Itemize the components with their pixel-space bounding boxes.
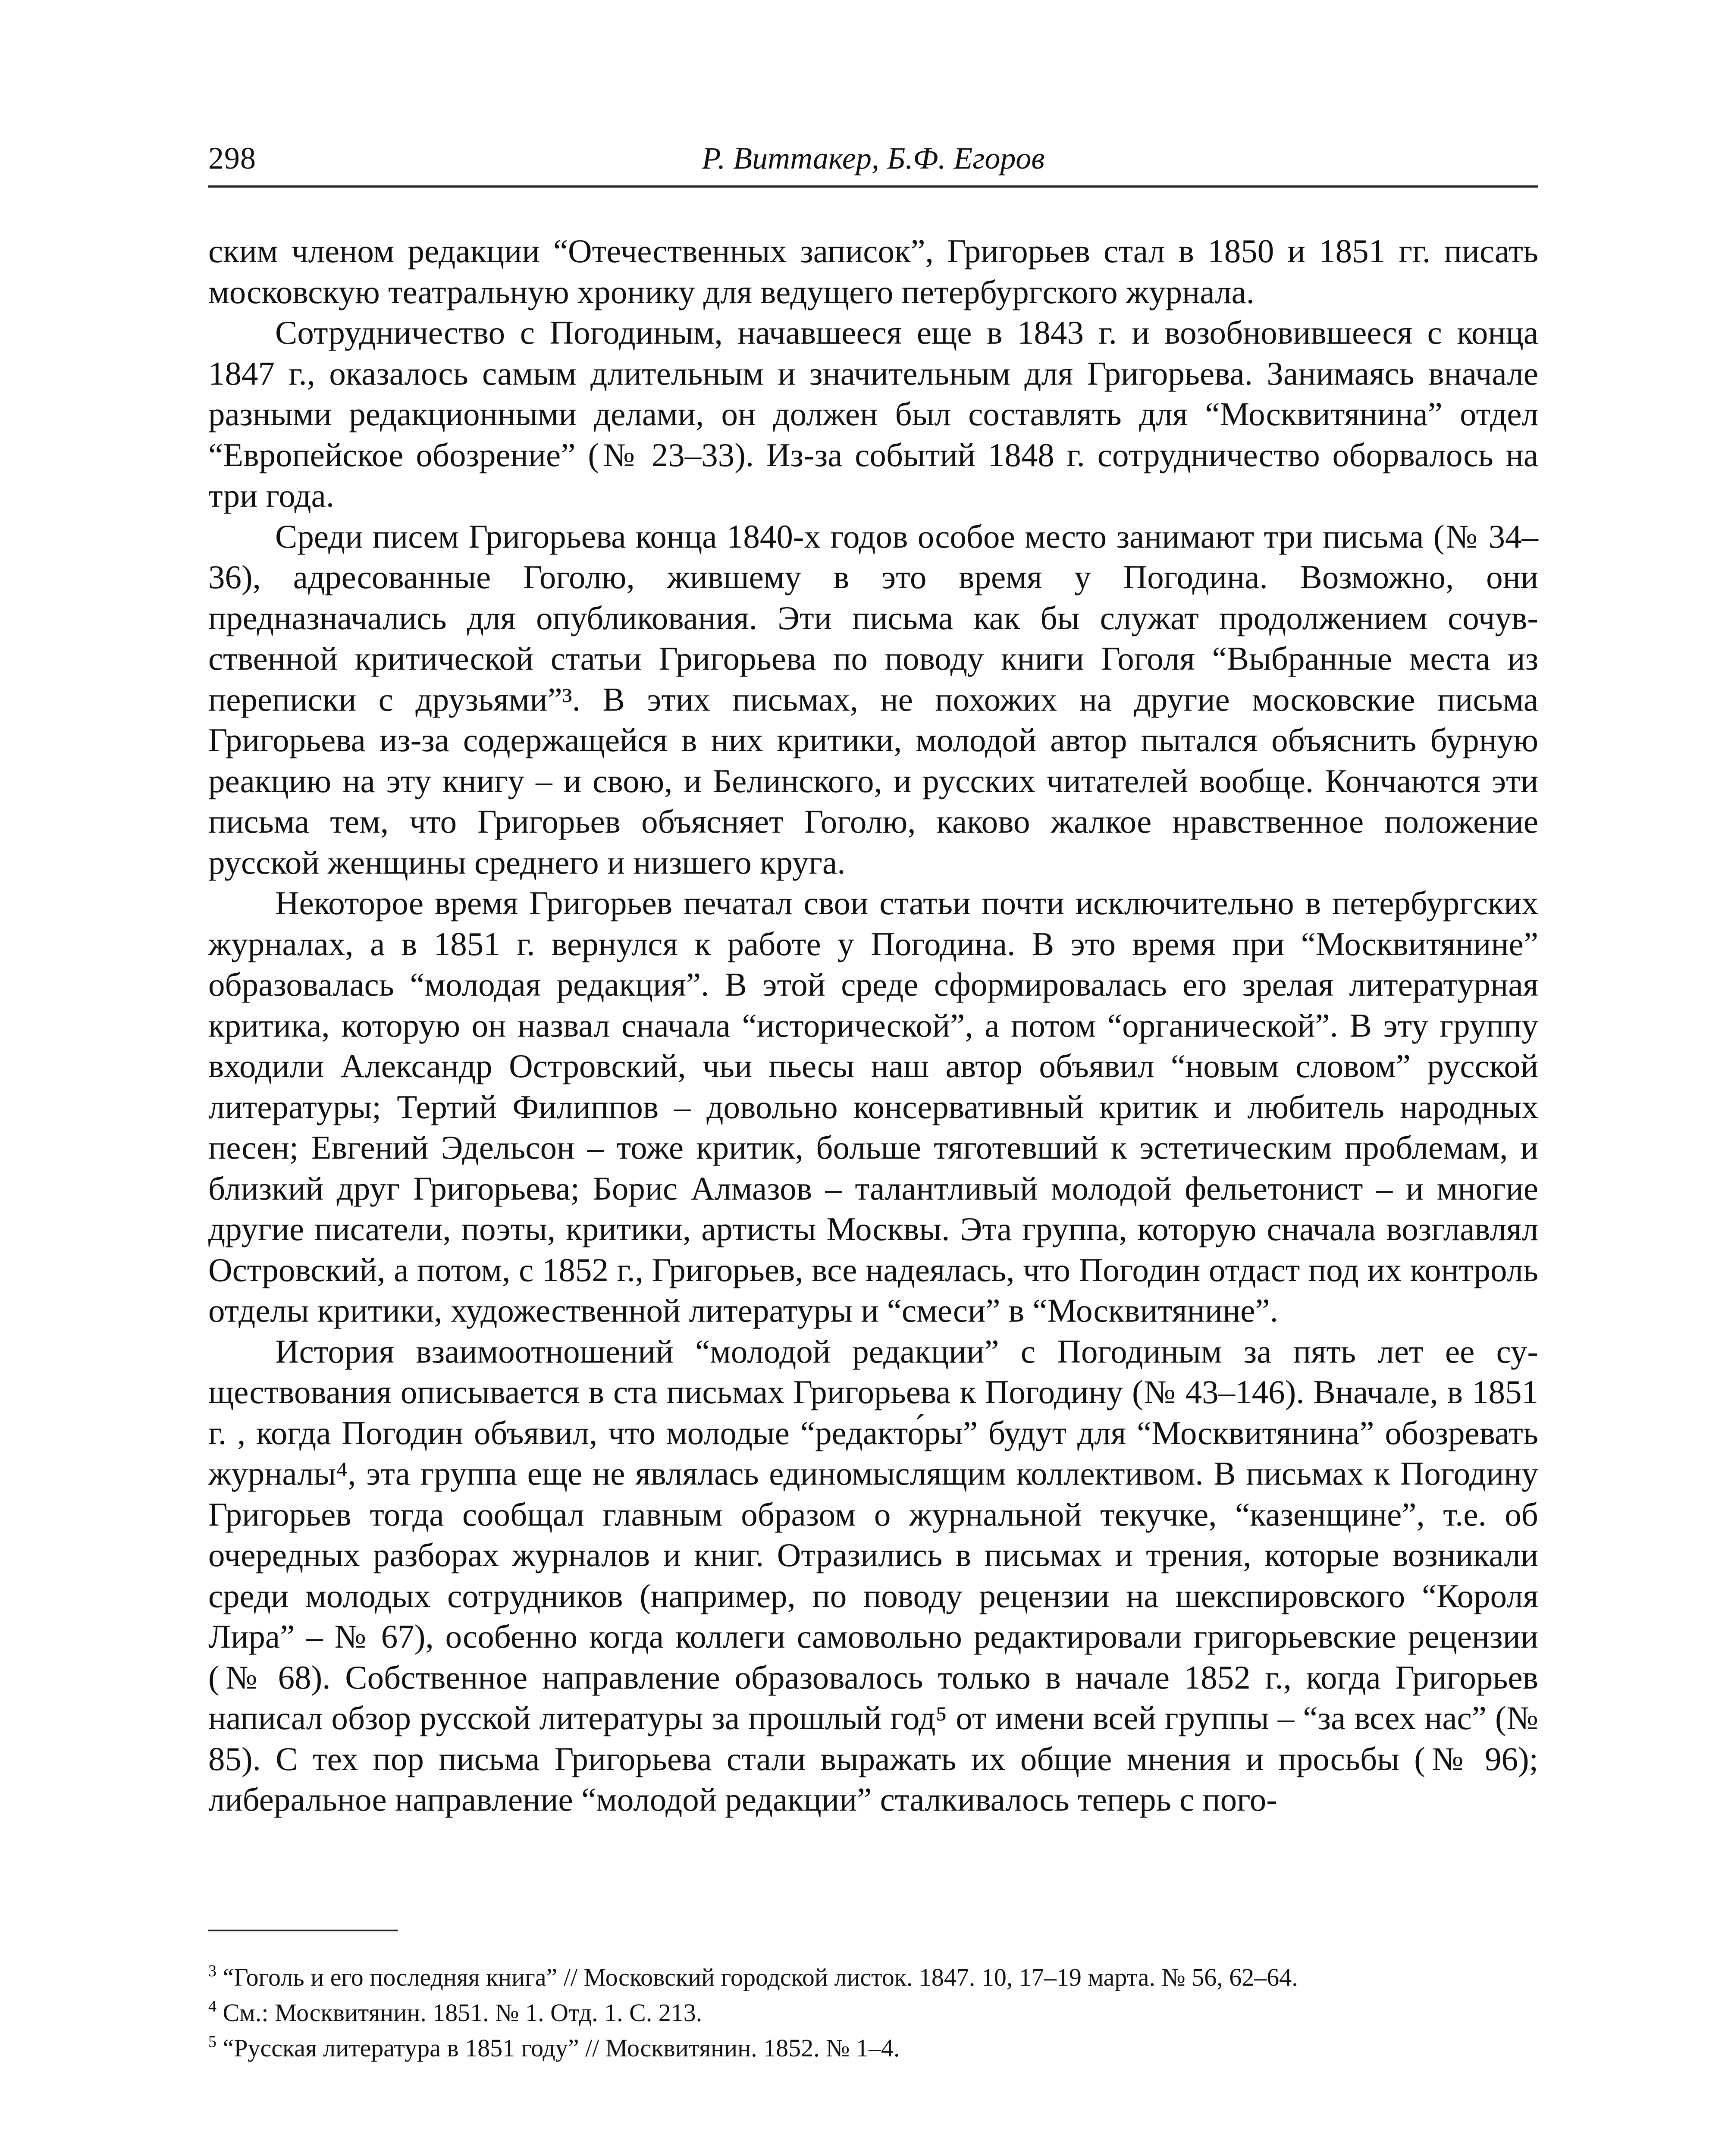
paragraph-letters-to-gogol: Среди писем Григорьева конца 1840-х годов особое место занимают три письма (№ 34–36), адресованные Гоголю, жившему в это время у Погодина. Возможно, они предназначались для опубликования. Эти письма как бы служат продолжением сочувственной критической статьи Григорьева по поводу книги Гоголя “Выбранные места из переписки с друзьями”³. В этих письмах, не похожих на другие московские письма Григорьева из-за содержащейся в них критики, молодой автор пытался объяснить бурную реакцию на эту книгу – и свою, и Белинского, и русских читателей вообще. Кончаются эти письма тем, что Григорьев объясняет Гоголю, каково жалкое нравственное положение русской женщины среднего и низшего круга. — [208, 517, 1538, 881]
paragraph-young-editorial-board: Некоторое время Григорьев печатал свои статьи почти исключительно в петербургских журналах, а в 1851 г. вернулся к работе у Погодина. В это время при “Москвитянине” образовалась “молодая редакция”. В этой среде сформировалась его зрелая литературная критика, которую он назвал сначала “исторической”, а потом “органической”. В эту группу входили Александр Островский, чьи пьесы наш автор объявил “новым словом” русской литературы; Тертий Филиппов – довольно консервативный критик и любитель народных песен; Евгений Эдельсон – тоже критик, больше тяготевший к эстетическим проблемам, и близкий друг Григорьева; Борис Алмазов – талантливый молодой фельетонист – и многие другие писатели, поэты, критики, артисты Москвы. Эта группа, которую сначала возглавлял Островский, а потом, с 1852 г., Григорьев, все надеялась, что Погодин отдаст под их контроль отделы критики, художественной литературы и “смеси” в “Москвитянине”. — [208, 884, 1538, 1329]
footnote-text: “Русская литература в 1851 году” // Москвитянин. 1852. № 1–4. — [223, 2034, 900, 2062]
running-header — [208, 138, 1538, 188]
footnote-marker: 5 — [208, 2033, 216, 2051]
running-header-authors: Р. Виттакер, Б.Ф. Егоров — [702, 141, 1045, 175]
paragraph-pogodin-collaboration: Сотрудничество с Погодиным, начавшееся еще в 1843 г. и возобновившееся с конца 1847 г., оказалось самым длительным и значительным для Григорьева. Занимаясь вначале разными редакционными делами, он должен был составлять для “Москвитянина” отдел “Европейское обозрение” (№ 23–33). Из-за событий 1848 г. сотрудничество оборвалось на три года. — [208, 314, 1538, 514]
footnote-text: См.: Москвитянин. 1851. № 1. Отд. 1. С. 213. — [223, 1999, 703, 2027]
main-text — [208, 231, 1538, 1820]
page-number: 298 — [208, 141, 256, 175]
paragraph-relations-history: История взаимоотношений “молодой редакции” с Погодиным за пять лет ее существования описывается в ста письмах Григорьева к Погодину (№ 43–146). Вначале, в 1851 г. , когда Погодин объявил, что молодые “редакто́ры” будут для “Москвитянина” обозревать журналы⁴, эта группа еще не являлась единомыслящим коллективом. В письмах к Погодину Григорьев тогда сообщал главным образом о журнальной текучке, “казенщине”, т.е. об очередных разборах журналов и книг. Отразились в письмах и трения, которые возникали среди молодых сотрудников (например, по поводу рецензии на шекспировского “Короля Лира” – № 67), особенно когда коллеги самовольно редактировали григорьевские рецензии (№ 68). Собственное направление образовалось только в начале 1852 г., когда Григорьев написал обзор русской литературы за прошлый год⁵ от имени всей группы – “за всех нас” (№ 85). С тех пор письма Григорьева стали выражать их общие мнения и просьбы (№ 96); либеральное направление “молодой редакции” сталкивалось теперь с пого- — [208, 1332, 1538, 1818]
footnote-marker: 4 — [208, 1997, 216, 2015]
footnote-item — [208, 1960, 1538, 1995]
footnotes — [208, 1960, 1538, 2066]
footnote-item — [208, 2031, 1538, 2066]
footnote-divider — [208, 1930, 398, 1931]
footnote-text: “Гоголь и его последняя книга” // Московский городской листок. 1847. 10, 17–19 марта. № 56, 62–64. — [223, 1963, 1298, 1991]
footnote-item — [208, 1995, 1538, 2031]
paragraph-continuation: ским членом редакции “Отечественных записок”, Григорьев стал в 1850 и 1851 гг. писать московскую театральную хронику для ведущего петербургского журнала. — [208, 232, 1538, 310]
footnote-marker: 3 — [208, 1962, 216, 1980]
